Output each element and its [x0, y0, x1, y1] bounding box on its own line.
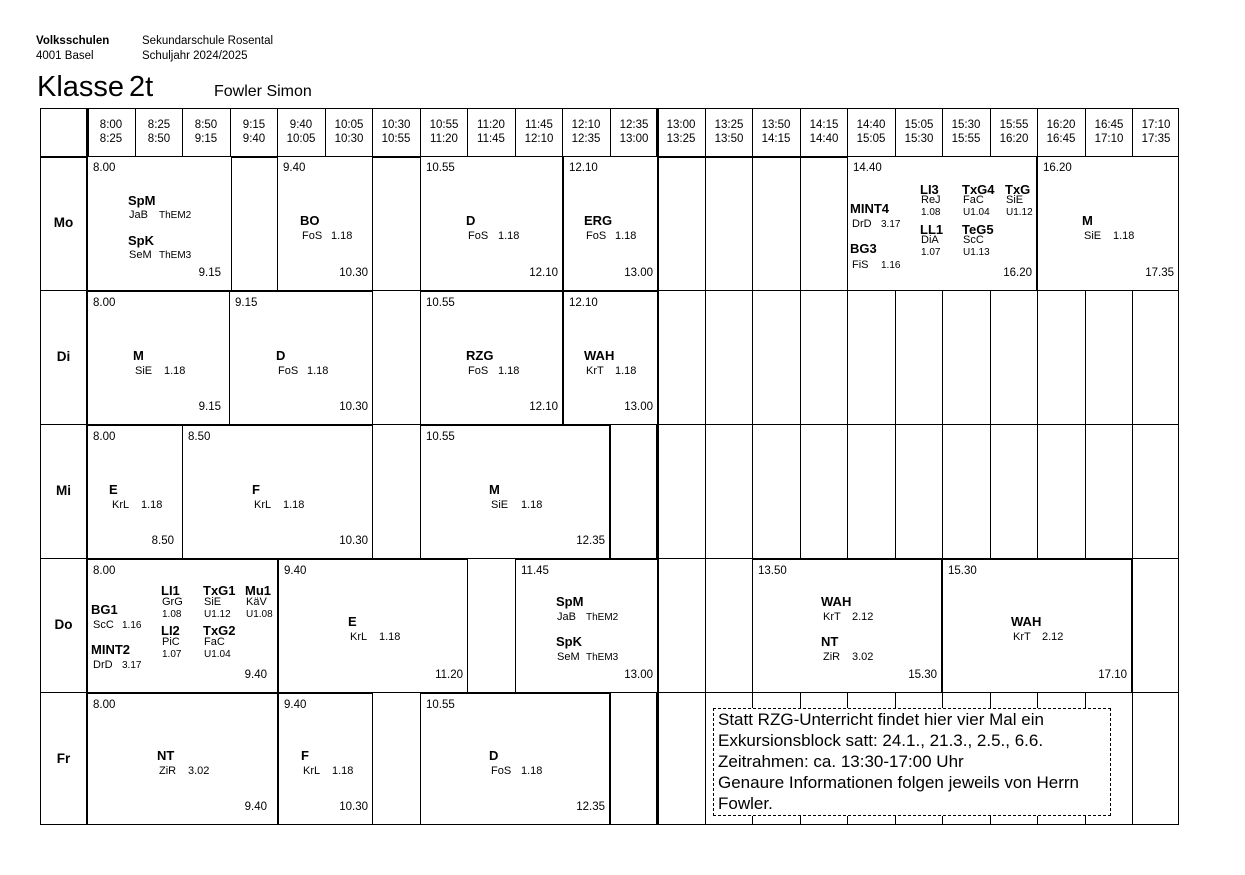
lesson-end: 13.00: [624, 669, 653, 681]
school-unit: Sekundarschule Rosental: [142, 35, 274, 47]
lesson-end: 10.30: [339, 401, 368, 413]
timeslot-header: [87, 118, 135, 146]
timeslot-end: 14:15: [761, 133, 791, 145]
lesson-teacher: KäV: [246, 596, 267, 608]
lesson-start: 8.00: [93, 699, 116, 711]
timeslot-start: 14:40: [856, 119, 886, 131]
lesson-subject: F: [301, 748, 309, 763]
lesson-room: 1.18: [283, 499, 305, 511]
timeslot-end: 9:40: [242, 133, 266, 145]
lesson-teacher: SiE: [1084, 230, 1102, 242]
lesson-start: 8.50: [188, 431, 211, 443]
lesson-start: 10.55: [426, 162, 455, 174]
lesson-fr-d[interactable]: [420, 693, 610, 825]
lesson-subject: TxG4: [962, 182, 995, 197]
timeslot-start: 12:10: [571, 119, 601, 131]
lesson-teacher: SiE: [204, 596, 222, 608]
lesson-room: ThEM3: [159, 250, 192, 261]
lesson-start: 9.15: [235, 297, 258, 309]
lesson-subject: WAH: [821, 594, 852, 609]
lesson-subject: E: [109, 482, 118, 497]
lesson-end: 12.35: [576, 801, 605, 813]
school-name: Volksschulen: [36, 35, 110, 47]
lesson-teacher: ZiR: [823, 651, 841, 663]
lesson-room: 1.07: [921, 247, 941, 258]
timeslot-end: 8:50: [147, 133, 171, 145]
lesson-do-e[interactable]: [278, 559, 468, 693]
timeslot-header: [467, 118, 515, 146]
lesson-teacher: FoS: [278, 365, 299, 377]
lesson-room: 1.16: [881, 260, 901, 271]
timeslot-header: [942, 118, 990, 146]
timeslot-end: 8:25: [99, 133, 123, 145]
lesson-end: 13.00: [624, 401, 653, 413]
timeslot-end: 16:20: [999, 133, 1029, 145]
lesson-subject: WAH: [584, 348, 615, 363]
day-label: Mi: [56, 483, 71, 498]
timeslot-start: 8:50: [194, 119, 218, 131]
lesson-subject: LI3: [920, 182, 939, 197]
timeslot-header: [135, 118, 183, 146]
timeslot-start: 8:25: [147, 119, 171, 131]
lesson-start: 8.00: [93, 565, 116, 577]
lesson-teacher: DrD: [93, 659, 113, 671]
school-year: Schuljahr 2024/2025: [142, 50, 248, 62]
lesson-end: 15.30: [908, 669, 937, 681]
lesson-end: 16.20: [1003, 267, 1032, 279]
lesson-teacher: FoS: [468, 230, 489, 242]
lesson-mo-bo[interactable]: [277, 156, 373, 291]
lesson-teacher: KrT: [1013, 631, 1031, 643]
lesson-subject: E: [348, 614, 357, 629]
lesson-teacher: ReJ: [921, 194, 941, 206]
timeslot-header: [325, 118, 373, 146]
timeslot-header: [800, 118, 848, 146]
lesson-room: 3.02: [852, 651, 874, 663]
lesson-room: 1.18: [331, 230, 353, 242]
lesson-end: 12.35: [576, 535, 605, 547]
grid-hline: [40, 108, 1179, 109]
lesson-do-spm-spk[interactable]: [515, 559, 658, 693]
lesson-teacher: SiE: [491, 499, 509, 511]
timeslot-start: 16:20: [1046, 119, 1076, 131]
lesson-end: 11.20: [435, 669, 463, 681]
lesson-room: 1.18: [164, 365, 186, 377]
school-city: 4001 Basel: [36, 50, 94, 62]
lesson-subject: NT: [821, 634, 839, 649]
timeslot-header: [372, 118, 420, 146]
lesson-subject: WAH: [1011, 614, 1042, 629]
lesson-end: 9.15: [198, 401, 221, 413]
timeslot-start: 10:05: [334, 119, 364, 131]
timeslot-header: [895, 118, 943, 146]
lesson-start: 8.00: [93, 431, 116, 443]
lesson-teacher: JaB: [557, 611, 576, 623]
lesson-do-wahlfach[interactable]: [87, 559, 278, 693]
lesson-start: 8.00: [93, 162, 116, 174]
timeslot-end: 13:00: [619, 133, 649, 145]
lesson-room: 1.18: [521, 765, 543, 777]
timeslot-end: 15:30: [904, 133, 934, 145]
lesson-mi-m[interactable]: [420, 425, 610, 559]
lesson-room: 1.08: [921, 207, 941, 218]
timeslot-end: 10:05: [286, 133, 316, 145]
timeslot-start: 16:45: [1094, 119, 1124, 131]
lesson-room: 1.18: [1113, 230, 1135, 242]
lesson-mi-f[interactable]: [182, 425, 373, 559]
timeslot-end: 15:55: [951, 133, 981, 145]
lesson-end: 17.35: [1145, 267, 1174, 279]
lesson-subject: SpK: [556, 634, 582, 649]
timeslot-start: 14:15: [809, 119, 839, 131]
lesson-subject: TxG2: [203, 623, 236, 638]
timeslot-end: 15:05: [856, 133, 886, 145]
lesson-teacher: FaC: [963, 194, 984, 206]
lesson-teacher: ZiR: [159, 765, 177, 777]
lesson-room: 1.07: [162, 649, 182, 660]
lesson-room: 3.17: [881, 219, 901, 230]
timeslot-start: 9:15: [242, 119, 266, 131]
lesson-di-rzg[interactable]: [420, 291, 563, 425]
timeslot-end: 12:10: [524, 133, 554, 145]
lesson-teacher: DrD: [852, 218, 872, 230]
timeslot-end: 14:40: [809, 133, 839, 145]
lesson-teacher: PiC: [162, 636, 180, 648]
lesson-start: 9.40: [284, 699, 307, 711]
lesson-subject: SpM: [556, 594, 584, 609]
lesson-teacher: FoS: [302, 230, 323, 242]
lesson-start: 15.30: [948, 565, 977, 577]
lesson-subject: SpM: [128, 193, 156, 208]
timeslot-start: 9:40: [289, 119, 313, 131]
timeslot-end: 11:45: [477, 133, 505, 145]
lesson-mi-e[interactable]: [87, 425, 185, 559]
lesson-room: U1.04: [963, 207, 990, 218]
lesson-mo-spm-spk[interactable]: [87, 156, 232, 291]
note-line: Exkursionsblock satt: 24.1., 21.3., 2.5., 6.6.: [718, 731, 1044, 750]
lesson-room: 3.17: [122, 660, 142, 671]
lesson-subject: BO: [300, 213, 320, 228]
lesson-room: 1.08: [162, 609, 182, 620]
lesson-start: 14.40: [853, 162, 882, 174]
lesson-room: 1.16: [122, 620, 142, 631]
lesson-start: 10.55: [426, 699, 455, 711]
lesson-teacher: FoS: [468, 365, 489, 377]
timeslot-header: [515, 118, 563, 146]
lesson-subject: TxG: [1005, 182, 1031, 197]
timeslot-end: 17:10: [1094, 133, 1124, 145]
lesson-subject: TeG5: [962, 222, 994, 237]
lesson-start: 16.20: [1043, 162, 1072, 174]
timeslot-start: 17:10: [1141, 119, 1171, 131]
timeslot-header: [182, 118, 230, 146]
timeslot-header: [230, 118, 278, 146]
timeslot-start: 11:45: [525, 119, 553, 131]
lesson-mo-erg[interactable]: [563, 156, 658, 291]
lesson-di-wah[interactable]: [563, 291, 658, 425]
lesson-teacher: FoS: [491, 765, 512, 777]
note-line: Genaure Informationen folgen jeweils von Herrn: [718, 773, 1079, 792]
lesson-mo-wahlfach[interactable]: [847, 156, 1037, 291]
lesson-teacher: KrL: [254, 499, 272, 511]
grid-vline: [705, 108, 706, 825]
lesson-end: 12.10: [529, 401, 558, 413]
lesson-start: 12.10: [569, 297, 598, 309]
lesson-start: 13.50: [758, 565, 787, 577]
timeslot-header: [657, 118, 705, 146]
lesson-room: 1.18: [498, 230, 520, 242]
lesson-subject: D: [466, 213, 476, 228]
day-label: Do: [54, 617, 73, 632]
lesson-subject: M: [489, 482, 500, 497]
lesson-teacher: DiA: [921, 234, 939, 246]
timeslot-end: 11:20: [430, 133, 458, 145]
lesson-subject: M: [1082, 213, 1093, 228]
lesson-teacher: KrL: [112, 499, 130, 511]
lesson-subject: LI2: [161, 623, 180, 638]
timeslot-start: 10:30: [381, 119, 411, 131]
lesson-start: 11.45: [521, 565, 549, 577]
timeslot-end: 10:55: [381, 133, 411, 145]
timeslot-start: 15:30: [951, 119, 981, 131]
lesson-room: 1.18: [379, 631, 401, 643]
lesson-room: 1.18: [332, 765, 354, 777]
class-teacher: Fowler Simon: [214, 83, 312, 100]
timeslot-header: [277, 118, 325, 146]
day-label: Mo: [53, 215, 74, 230]
lesson-subject: F: [252, 482, 260, 497]
lesson-room: U1.08: [246, 609, 273, 620]
lesson-start: 10.55: [426, 431, 455, 443]
lesson-room: 1.18: [141, 499, 163, 511]
lesson-subject: LI1: [161, 583, 180, 598]
lesson-mo-m[interactable]: [1037, 156, 1179, 291]
timeslot-start: 13:25: [714, 119, 744, 131]
lesson-room: 1.18: [615, 230, 637, 242]
excursion-note: [713, 708, 1111, 816]
lesson-subject: BG1: [91, 602, 118, 617]
lesson-teacher: FiS: [852, 259, 869, 271]
lesson-subject: BG3: [850, 241, 877, 256]
lesson-end: 12.10: [529, 267, 558, 279]
lesson-room: U1.12: [204, 609, 231, 620]
timeslot-start: 10:55: [429, 119, 459, 131]
timeslot-header: [705, 118, 753, 146]
timeslot-end: 13:50: [714, 133, 744, 145]
lesson-room: 1.18: [521, 499, 543, 511]
lesson-room: 2.12: [852, 611, 874, 623]
lesson-subject: ERG: [584, 213, 613, 228]
lesson-end: 9.40: [244, 669, 267, 681]
lesson-end: 10.30: [339, 801, 368, 813]
lesson-room: ThEM2: [586, 612, 619, 623]
lesson-start: 9.40: [284, 565, 307, 577]
lesson-subject: TxG1: [203, 583, 236, 598]
timeslot-header: [562, 118, 610, 146]
timeslot-header: [610, 118, 658, 146]
timeslot-start: 13:50: [761, 119, 791, 131]
lesson-start: 12.10: [569, 162, 598, 174]
lesson-fr-f[interactable]: [278, 693, 373, 825]
lesson-teacher: SiE: [1006, 194, 1024, 206]
timeslot-start: 11:20: [477, 119, 505, 131]
timeslot-header: [847, 118, 895, 146]
lesson-end: 9.40: [244, 801, 267, 813]
lesson-do-wah[interactable]: [942, 559, 1132, 693]
class-label: Klasse: [37, 71, 125, 103]
lesson-subject: SpK: [128, 233, 154, 248]
lesson-room: ThEM2: [159, 210, 192, 221]
lesson-teacher: KrT: [586, 365, 604, 377]
lesson-subject: D: [276, 348, 286, 363]
lesson-room: ThEM3: [586, 652, 619, 663]
class-name: 2t: [129, 71, 154, 103]
lesson-teacher: KrT: [823, 611, 841, 623]
timeslot-end: 17:35: [1141, 133, 1171, 145]
lesson-room: 3.02: [188, 765, 210, 777]
lesson-end: 8.50: [151, 535, 174, 547]
lesson-end: 17.10: [1098, 669, 1127, 681]
timeslot-start: 12:35: [619, 119, 649, 131]
lesson-room: U1.04: [204, 649, 231, 660]
timeslot-end: 9:15: [194, 133, 218, 145]
lesson-end: 13.00: [624, 267, 653, 279]
timeslot-header: [1037, 118, 1085, 146]
lesson-subject: LL1: [920, 222, 944, 237]
timeslot-end: 12:35: [571, 133, 601, 145]
lesson-subject: D: [489, 748, 499, 763]
timeslot-header: [1132, 118, 1180, 146]
lesson-teacher: JaB: [129, 209, 148, 221]
lesson-subject: M: [133, 348, 144, 363]
lesson-di-m[interactable]: [87, 291, 232, 425]
note-line: Fowler.: [718, 794, 773, 813]
timeslot-start: 15:55: [999, 119, 1029, 131]
lesson-teacher: FoS: [586, 230, 607, 242]
lesson-teacher: ScC: [93, 619, 114, 631]
day-label: Di: [56, 349, 71, 364]
lesson-room: 1.18: [498, 365, 520, 377]
timeslot-start: 15:05: [904, 119, 934, 131]
lesson-fr-nt[interactable]: [87, 693, 278, 825]
lesson-teacher: KrL: [303, 765, 321, 777]
lesson-end: 9.15: [198, 267, 221, 279]
lesson-subject: NT: [157, 748, 175, 763]
lesson-teacher: FaC: [204, 636, 225, 648]
timeslot-start: 8:00: [99, 119, 123, 131]
lesson-do-wah-nt[interactable]: [752, 559, 942, 693]
timeslot-header: [990, 118, 1038, 146]
lesson-subject: MINT2: [91, 642, 130, 657]
timeslot-header: [1085, 118, 1133, 146]
day-label: Fr: [56, 751, 71, 766]
timeslot-header: [420, 118, 468, 146]
lesson-subject: Mu1: [245, 583, 271, 598]
lesson-mo-d[interactable]: [420, 156, 563, 291]
lesson-start: 10.55: [426, 297, 455, 309]
lesson-teacher: SeM: [129, 249, 152, 261]
lesson-room: 2.12: [1042, 631, 1064, 643]
lesson-subject: MINT4: [850, 201, 889, 216]
timeslot-end: 16:45: [1046, 133, 1076, 145]
timeslot-header: [752, 118, 800, 146]
lesson-subject: RZG: [466, 348, 494, 363]
lesson-teacher: GrG: [162, 596, 183, 608]
lesson-room: 1.18: [615, 365, 637, 377]
note-line: Zeitrahmen: ca. 13:30-17:00 Uhr: [718, 752, 964, 771]
lesson-teacher: SeM: [557, 651, 580, 663]
timetable-grid: [40, 108, 1179, 825]
timeslot-end: 13:25: [666, 133, 696, 145]
lesson-start: 9.40: [283, 162, 306, 174]
timeslot-end: 10:30: [334, 133, 364, 145]
lesson-end: 10.30: [339, 267, 368, 279]
lesson-di-d[interactable]: [229, 291, 373, 425]
lesson-room: 1.18: [307, 365, 329, 377]
note-line: Statt RZG-Unterricht findet hier vier Mal ein: [718, 710, 1044, 729]
lesson-end: 10.30: [339, 535, 368, 547]
lesson-teacher: KrL: [350, 631, 368, 643]
lesson-room: U1.13: [963, 247, 990, 258]
lesson-teacher: SiE: [135, 365, 153, 377]
lesson-start: 8.00: [93, 297, 116, 309]
lesson-teacher: ScC: [963, 234, 984, 246]
lesson-room: U1.12: [1006, 207, 1033, 218]
timeslot-start: 13:00: [666, 119, 696, 131]
